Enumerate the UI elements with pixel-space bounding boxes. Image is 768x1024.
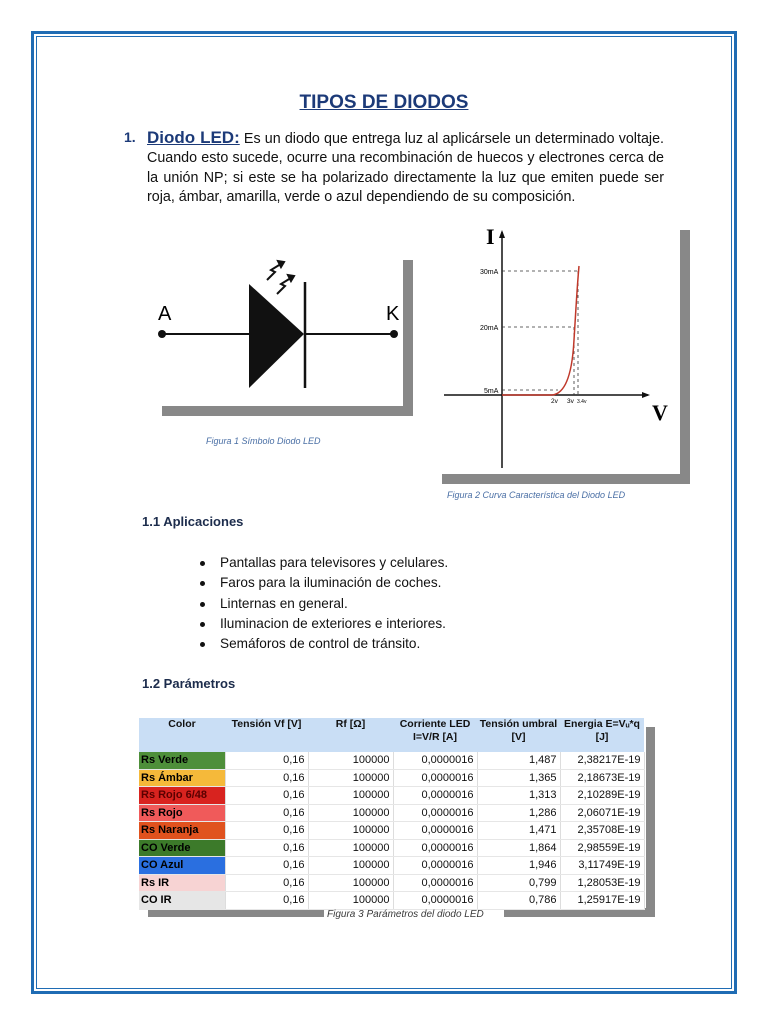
- table-cell-e: 2,06071E-19: [560, 804, 644, 822]
- table-header-row: [139, 718, 644, 752]
- table-cell-rf: 100000: [308, 839, 393, 857]
- table-cell-vf: 0,16: [225, 839, 308, 857]
- table-cell-color: CO Verde: [139, 839, 225, 857]
- table-cell-i: 0,0000016: [393, 769, 477, 787]
- table-cell-vu: 1,471: [477, 822, 560, 840]
- table-row: [139, 752, 644, 769]
- table-cell-color: Rs Naranja: [139, 822, 225, 840]
- table-cell-vu: 1,864: [477, 839, 560, 857]
- table-cell-rf: 100000: [308, 892, 393, 910]
- list-item: Semáforos de control de tránsito.: [200, 634, 448, 654]
- diode-triangle: [249, 284, 304, 388]
- table-cell-vu: 1,365: [477, 769, 560, 787]
- figure2-caption: Figura 2 Curva Característica del Diodo LED: [447, 490, 626, 500]
- table-cell-vu: 1,313: [477, 787, 560, 805]
- list-item: Linternas en general.: [200, 594, 448, 614]
- section-text: Es un diodo que entrega luz al aplicársele un determinado voltaje. Cuando esto sucede, ocurre una recombinación de huecos y electrones cerca de la unión NP; si este se ha polarizado directamente la luz que emiten puede ser roja, ámbar, amarilla, verde o azul dependiendo de su composición.: [147, 131, 665, 206]
- table-cell-vu: 1,946: [477, 857, 560, 875]
- table-cell-e: 1,25917E-19: [560, 892, 644, 910]
- table-row: [139, 874, 644, 892]
- table-cell-i: 0,0000016: [393, 839, 477, 857]
- heading-parametros: 1.2 Parámetros: [142, 676, 236, 691]
- table-cell-i: 0,0000016: [393, 787, 477, 805]
- table-cell-color: Rs Rojo: [139, 804, 225, 822]
- figure2-shadow-right: [680, 230, 690, 484]
- page-title: TIPOS DE DIODOS: [299, 92, 469, 113]
- table-cell-rf: 100000: [308, 787, 393, 805]
- table-cell-e: 1,28053E-19: [560, 874, 644, 892]
- table-cell-rf: 100000: [308, 769, 393, 787]
- table-cell-vf: 0,16: [225, 822, 308, 840]
- table-cell-color: Rs IR: [139, 874, 225, 892]
- tick-2v: 2v: [551, 398, 558, 405]
- section-diodo-led: [124, 128, 664, 208]
- table-cell-color: Rs Ámbar: [139, 769, 225, 787]
- header-rf: Rf [Ω]: [308, 718, 393, 752]
- heading-aplicaciones: 1.1 Aplicaciones: [142, 514, 244, 529]
- table-cell-color: CO IR: [139, 892, 225, 910]
- table-cell-i: 0,0000016: [393, 822, 477, 840]
- table-cell-i: 0,0000016: [393, 874, 477, 892]
- applications-list: [200, 553, 448, 654]
- table-row: [139, 822, 644, 840]
- table-row: [139, 787, 644, 805]
- table-cell-color: Rs Verde: [139, 752, 225, 769]
- header-color: Color: [139, 718, 225, 752]
- table-cell-vu: 1,487: [477, 752, 560, 769]
- table-row: [139, 857, 644, 875]
- figure3-caption: Figura 3 Parámetros del diodo LED: [327, 909, 484, 920]
- table-cell-e: 3,11749E-19: [560, 857, 644, 875]
- table-cell-i: 0,0000016: [393, 857, 477, 875]
- tick-5ma: 5mA: [484, 388, 499, 395]
- table-row: [139, 769, 644, 787]
- table-cell-vf: 0,16: [225, 769, 308, 787]
- table-cell-rf: 100000: [308, 874, 393, 892]
- table-cell-vf: 0,16: [225, 892, 308, 910]
- parameters-table: [139, 718, 645, 910]
- table-cell-vf: 0,16: [225, 874, 308, 892]
- figure2-shadow-bottom: [442, 474, 690, 484]
- table-cell-color: Rs Rojo 6/48: [139, 787, 225, 805]
- table-cell-e: 2,18673E-19: [560, 769, 644, 787]
- table-cell-color: CO Azul: [139, 857, 225, 875]
- light-arrows-icon: [267, 261, 294, 294]
- table-cell-e: 2,38217E-19: [560, 752, 644, 769]
- header-vf: Tensión Vf [V]: [225, 718, 308, 752]
- table-cell-e: 2,10289E-19: [560, 787, 644, 805]
- header-energy: Energia E=Vᵤ*q [J]: [560, 718, 644, 752]
- table-row: [139, 892, 644, 910]
- table-cell-vu: 0,799: [477, 874, 560, 892]
- table-shadow-right: [646, 727, 655, 917]
- table-cell-i: 0,0000016: [393, 752, 477, 769]
- table-row: [139, 804, 644, 822]
- table-cell-vu: 1,286: [477, 804, 560, 822]
- table-cell-i: 0,0000016: [393, 892, 477, 910]
- table-cell-rf: 100000: [308, 822, 393, 840]
- figure1-shadow-bottom: [162, 406, 413, 416]
- table-cell-vf: 0,16: [225, 857, 308, 875]
- figure1-label-a: A: [158, 303, 172, 325]
- table-cell-rf: 100000: [308, 857, 393, 875]
- figure1-shadow-right: [403, 260, 413, 416]
- table-cell-vf: 0,16: [225, 752, 308, 769]
- iv-curve: [502, 266, 579, 395]
- figure-iv-curve: [440, 228, 692, 486]
- header-threshold: Tensión umbral [V]: [477, 718, 560, 752]
- tick-30ma: 30mA: [480, 269, 499, 276]
- tick-3v4: 3.4v: [577, 399, 587, 405]
- table-cell-vf: 0,16: [225, 804, 308, 822]
- table-cell-vf: 0,16: [225, 787, 308, 805]
- header-current: Corriente LED I=V/R [A]: [393, 718, 477, 752]
- tick-3v: 3v: [567, 398, 574, 405]
- table-cell-vu: 0,786: [477, 892, 560, 910]
- table-cell-e: 2,98559E-19: [560, 839, 644, 857]
- table-cell-rf: 100000: [308, 752, 393, 769]
- section-paragraph: [147, 128, 664, 208]
- list-item: Faros para la iluminación de coches.: [200, 573, 448, 593]
- section-number: 1.: [124, 129, 136, 145]
- list-item: Pantallas para televisores y celulares.: [200, 553, 448, 573]
- table-cell-i: 0,0000016: [393, 804, 477, 822]
- section-lead: Diodo LED:: [147, 128, 240, 147]
- table-cell-e: 2,35708E-19: [560, 822, 644, 840]
- figure1-label-k: K: [386, 303, 400, 325]
- tick-20ma: 20mA: [480, 325, 499, 332]
- table-row: [139, 839, 644, 857]
- figure1-caption: Figura 1 Símbolo Diodo LED: [206, 436, 321, 446]
- table-cell-rf: 100000: [308, 804, 393, 822]
- figure-led-symbol: [154, 258, 416, 418]
- axis-label-i: I: [486, 228, 495, 249]
- axis-label-v: V: [652, 400, 668, 425]
- list-item: Iluminacion de exteriores e interiores.: [200, 614, 448, 634]
